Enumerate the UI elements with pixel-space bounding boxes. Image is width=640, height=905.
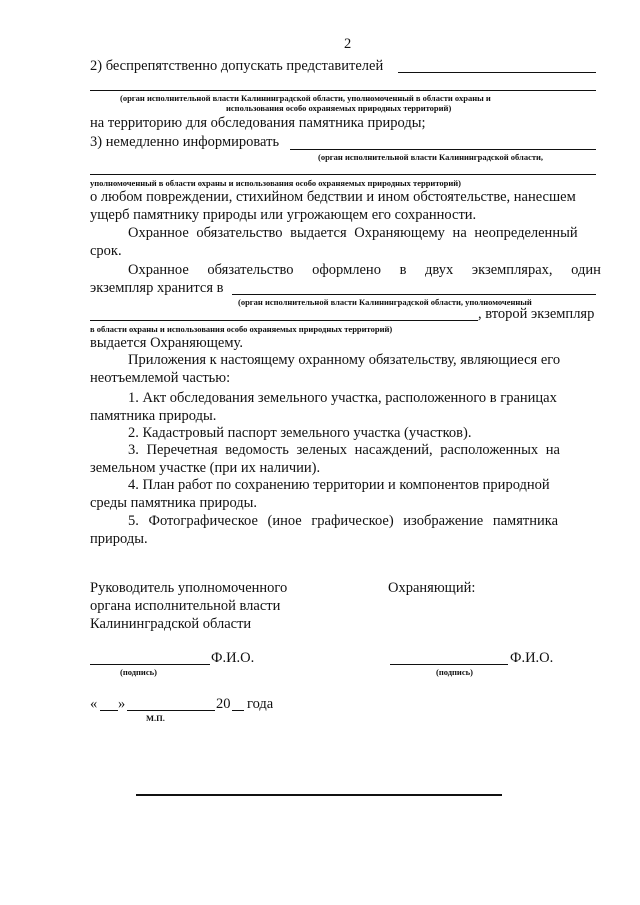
left-sign-caption: (подпись): [120, 667, 157, 677]
term-line1: Охранное обязательство выдается Охраняющему на неопределенный: [128, 225, 578, 241]
item2-caption2: использования особо охраняемых природных территорий): [226, 103, 452, 113]
copies-line2: экземпляр хранится в: [90, 280, 224, 296]
date-day-blank: [100, 710, 118, 711]
date-year-prefix: 20: [216, 696, 231, 712]
copies-caption1: (орган исполнительной власти Калининградской области, уполномоченный: [238, 297, 532, 307]
item3-blank-1: [290, 149, 596, 150]
item2-line2: на территорию для обследования памятника природы;: [90, 115, 426, 131]
date-year-blank: [232, 710, 244, 711]
date-close-quote: »: [118, 696, 126, 712]
attachments-intro1: Приложения к настоящему охранному обязательству, являющиеся его: [128, 352, 561, 368]
signatory-title-line1: Руководитель уполномоченного: [90, 580, 288, 596]
right-sign-caption: (подпись): [436, 667, 473, 677]
item3-caption1: (орган исполнительной власти Калининградской области,: [318, 152, 544, 162]
signatory-title-line3: Калининградской области: [90, 616, 252, 632]
attachment-4-line2: среды памятника природы.: [90, 495, 258, 511]
copies-blank-1: [232, 294, 596, 295]
copies-line1: Охранное обязательство оформлено в двух экземплярах, один: [128, 262, 601, 278]
item2-line1: 2) беспрепятственно допускать представителей: [90, 58, 384, 74]
item2-caption1: (орган исполнительной власти Калининградской области, уполномоченный в области охраны и: [120, 93, 491, 103]
attachment-1-line2: памятника природы.: [90, 408, 217, 424]
attachment-4-line1: 4. План работ по сохранению территории и компонентов природной: [128, 477, 550, 493]
date-month-blank: [127, 710, 215, 711]
attachment-1-line1: 1. Акт обследования земельного участка, расположенного в границах: [128, 390, 557, 406]
attachments-intro2: неотъемлемой частью:: [90, 370, 231, 386]
attachment-3-line1: 3. Перечетная ведомость зеленых насаждений, расположенных на: [128, 442, 560, 458]
item3-blank-2: [90, 174, 596, 175]
attachment-2: 2. Кадастровый паспорт земельного участка (участков).: [128, 425, 472, 441]
item3-line1: 3) немедленно информировать: [90, 134, 280, 150]
item2-blank-1: [398, 72, 596, 73]
attachment-3-line2: земельном участке (при их наличии).: [90, 460, 321, 476]
item3-line2: о любом повреждении, стихийном бедствии и ином обстоятельстве, нанесшем: [90, 189, 576, 205]
right-fio: Ф.И.О.: [510, 650, 554, 666]
attachment-5-line2: природы.: [90, 531, 148, 547]
term-line2: срок.: [90, 243, 122, 259]
date-year-suffix: года: [247, 696, 274, 712]
bottom-rule: [136, 794, 502, 796]
guardian-title: Охраняющий:: [388, 580, 476, 596]
copies-line3-tail: , второй экземпляр: [478, 306, 595, 322]
item3-caption2: уполномоченный в области охраны и использования особо охраняемых природных территорий): [90, 178, 461, 188]
item3-line3: ущерб памятнику природы или угрожающем его сохранности.: [90, 207, 477, 223]
copies-line4: выдается Охраняющему.: [90, 335, 243, 351]
left-fio: Ф.И.О.: [211, 650, 255, 666]
item2-blank-2: [90, 90, 596, 91]
attachment-5-line1: 5. Фотографическое (иное графическое) изображение памятника: [128, 513, 559, 529]
right-signature-line: [390, 664, 508, 665]
left-signature-line: [90, 664, 210, 665]
signatory-title-line2: органа исполнительной власти: [90, 598, 281, 614]
date-open-quote: «: [90, 696, 98, 712]
page-number: 2: [344, 36, 352, 52]
stamp-place: М.П.: [146, 713, 165, 723]
copies-blank-2: [90, 320, 478, 321]
copies-caption2: в области охраны и использования особо охраняемых природных территорий): [90, 324, 393, 334]
